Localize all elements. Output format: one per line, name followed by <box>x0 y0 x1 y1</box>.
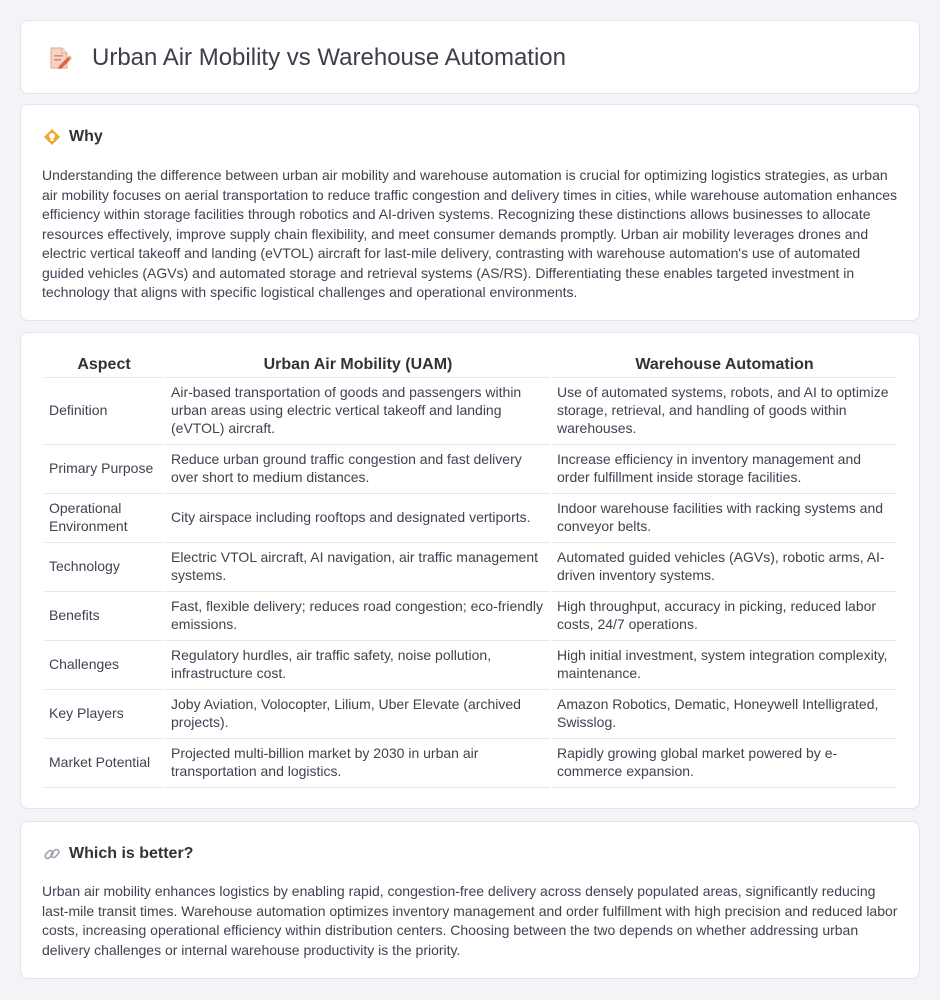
header-aspect: Aspect <box>44 354 164 378</box>
row-uam: Fast, flexible delivery; reduces road congestion; eco-friendly emissions. <box>166 592 550 641</box>
table-row <box>44 690 897 739</box>
row-aspect: Market Potential <box>44 739 164 788</box>
row-aspect: Operational Environment <box>44 494 164 543</box>
row-aspect: Challenges <box>44 641 164 690</box>
row-uam: Air-based transportation of goods and passengers within urban areas using electric vertical takeoff and landing (eVTOL) aircraft. <box>166 378 550 445</box>
row-uam: City airspace including rooftops and designated vertiports. <box>166 494 550 543</box>
document-pencil-icon <box>47 45 73 71</box>
header-warehouse: Warehouse Automation <box>552 354 897 378</box>
why-section <box>20 104 920 321</box>
table-row <box>44 445 897 494</box>
row-uam: Projected multi-billion market by 2030 in urban air transportation and logistics. <box>166 739 550 788</box>
better-header <box>43 844 193 864</box>
table-row <box>44 378 897 445</box>
header-uam: Urban Air Mobility (UAM) <box>166 354 550 378</box>
why-header <box>43 127 103 147</box>
row-warehouse: Indoor warehouse facilities with racking systems and conveyor belts. <box>552 494 897 543</box>
link-icon <box>43 845 61 863</box>
why-heading: Why <box>69 128 103 145</box>
row-uam: Regulatory hurdles, air traffic safety, noise pollution, infrastructure cost. <box>166 641 550 690</box>
row-warehouse: High initial investment, system integration complexity, maintenance. <box>552 641 897 690</box>
row-warehouse: Amazon Robotics, Dematic, Honeywell Intelligrated, Swisslog. <box>552 690 897 739</box>
row-warehouse: Automated guided vehicles (AGVs), robotic arms, AI-driven inventory systems. <box>552 543 897 592</box>
row-warehouse: Rapidly growing global market powered by e-commerce expansion. <box>552 739 897 788</box>
row-aspect: Key Players <box>44 690 164 739</box>
row-aspect: Primary Purpose <box>44 445 164 494</box>
table-row <box>44 739 897 788</box>
why-text: Understanding the difference between urban air mobility and warehouse automation is crucial for optimizing logistics strategies, as urban air mobility focuses on aerial transportation to reduce traffic congestion and delivery times in cities, while warehouse automation enhances efficiency within storage facilities through robotics and AI-driven systems. Recognizing these distinctions allows businesses to allocate resources effectively, improve supply chain flexibility, and meet consumer demands promptly. Urban air mobility leverages drones and electric vertical takeoff and landing (eVTOL) aircraft for last-mile delivery, contrasting with warehouse automation's use of automated guided vehicles (AGVs) and automated storage and retrieval systems (AS/RS). Differentiating these enables targeted investment in technology that aligns with specific logistical challenges and operational environments. <box>42 167 897 300</box>
better-text: Urban air mobility enhances logistics by enabling rapid, congestion-free delivery across densely populated areas, significantly reducing last-mile transit times. Warehouse automation optimizes inventory management and order fulfillment with high precision and reduced labor costs, increasing operational efficiency within distribution centers. Choosing between the two depends on whether addressing urban delivery challenges or internal warehouse productivity is the priority. <box>42 883 898 958</box>
table-row <box>44 494 897 543</box>
row-aspect: Definition <box>44 378 164 445</box>
row-uam: Joby Aviation, Volocopter, Lilium, Uber Elevate (archived projects). <box>166 690 550 739</box>
table-header-row <box>44 354 897 378</box>
page-title: Urban Air Mobility vs Warehouse Automation <box>92 44 566 71</box>
comparison-card <box>20 332 920 809</box>
comparison-table <box>42 354 899 788</box>
row-warehouse: Increase efficiency in inventory management and order fulfillment inside storage facilities. <box>552 445 897 494</box>
row-aspect: Technology <box>44 543 164 592</box>
row-uam: Reduce urban ground traffic congestion and fast delivery over short to medium distances. <box>166 445 550 494</box>
better-heading: Which is better? <box>69 845 194 862</box>
table-row <box>44 592 897 641</box>
table-row <box>44 641 897 690</box>
which-better-section <box>20 821 920 979</box>
lightbulb-icon <box>43 128 61 146</box>
table-row <box>44 543 897 592</box>
row-warehouse: High throughput, accuracy in picking, reduced labor costs, 24/7 operations. <box>552 592 897 641</box>
row-warehouse: Use of automated systems, robots, and AI to optimize storage, retrieval, and handling of goods within warehouses. <box>552 378 897 445</box>
row-aspect: Benefits <box>44 592 164 641</box>
title-card <box>20 20 920 94</box>
row-uam: Electric VTOL aircraft, AI navigation, air traffic management systems. <box>166 543 550 592</box>
